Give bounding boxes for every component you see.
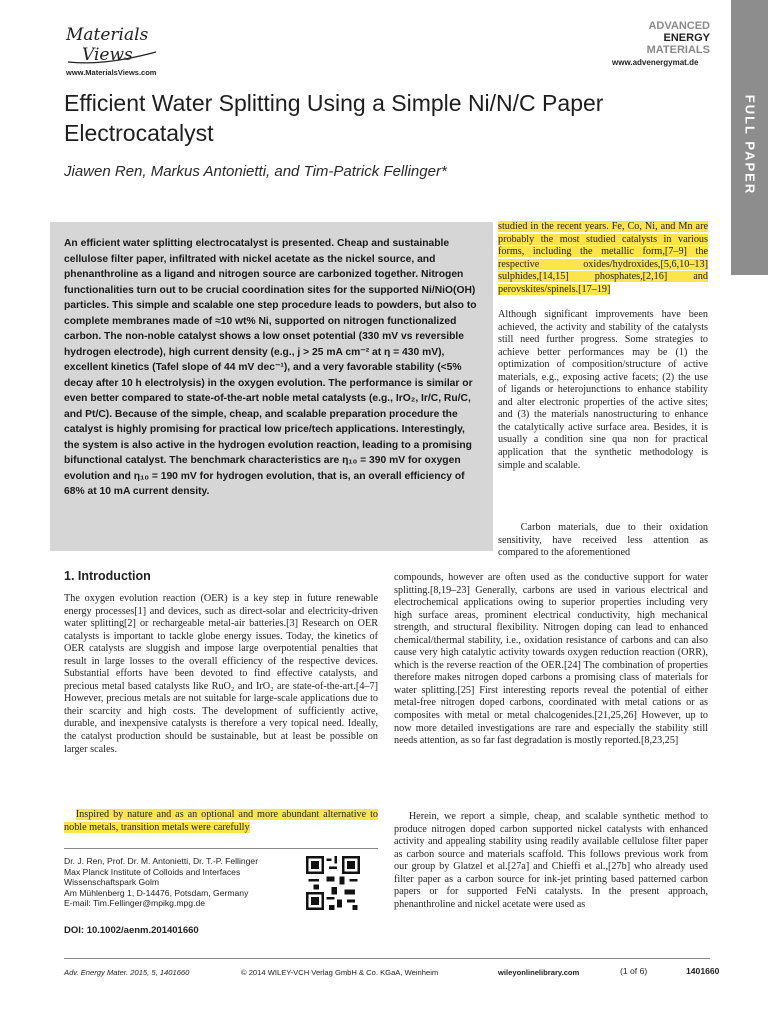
affiliation-divider xyxy=(64,848,378,849)
side-tab-label: FULL PAPER xyxy=(742,94,757,196)
affiliation-line: Max Planck Institute of Colloids and Interfaces xyxy=(64,866,241,877)
herein-paragraph xyxy=(394,811,708,911)
footer-site-link[interactable]: wileyonlinelibrary.com xyxy=(498,968,580,977)
carbon-paragraph-start xyxy=(498,522,708,560)
carbon-paragraph-continued: compounds, however are often used as the conductive support for water splitting.[8,19–23] Generally, carbons are used in various electrical and electrochemical applications owing to superior properties including very high surface areas, prominent electrical conductivity, high mechanical strength, and structural flexibility. Nitrogen doping can lead to enhanced chemical/thermal stability, i.e., oxidation resistance of carbons and can also cause very high catalytic activity towards oxygen reduction reaction (ORR), which is the reverse reaction of the OER.[24] The combination of properties therefore makes nitrogen doped carbons a promising class of materials for water splitting.[25] First interesting reports reveal the potential of either metal-free nitrogen doped carbons, coordinated with metal cations or as composites with metal or metal chalcogenides.[21,25,26] However, up to now more detailed investigations are rare and especially the stability still needs attention, as so far fast degradation is mostly reported.[8,23,25] xyxy=(394,572,708,747)
logo-text-energy: ENERGY xyxy=(663,32,710,44)
footer-article-number: 1401660 xyxy=(686,966,720,976)
affiliation-email[interactable]: E-mail: Tim.Fellinger@mpikg.mpg.de xyxy=(64,898,206,908)
logo-text-materials: MATERIALS xyxy=(646,44,710,56)
logo-text-advanced: ADVANCED xyxy=(648,20,710,32)
herein-paragraph-text: Herein, we report a simple, cheap, and scalable synthetic method to produce nitrogen doped carbon supported nickel catalysts with enhanced activity and appealing stability using readily available cellulose filter paper as carbon source and materials scaffold. This follows previous work from our group by Glatzel et al.[27a] and Chieffi et al.,[27b] who already used filter paper as a carbon source for ink-jet printing based patterned carbon papers or for supported FeNi catalysts. In the present approach, phenanthroline and nickel acetate were used as xyxy=(394,811,709,910)
carbon-paragraph-start-text: Carbon materials, due to their oxidation sensitivity, have received less attention as compared to the aforementioned xyxy=(498,522,708,559)
doi-link[interactable]: DOI: 10.1002/aenm.201401660 xyxy=(64,925,199,936)
materials-views-url[interactable]: www.MaterialsViews.com xyxy=(66,68,157,77)
advenergymat-url[interactable]: www.advenergymat.de xyxy=(612,58,699,67)
right-column-paragraph: Although significant improvements have been achieved, the activity and stability of the catalysts still need further progress. Some strategies to achieve better performances may be (1) the optimization of composition/structure of active materials, e.g., exposing active facets; (2) the use of ligands or heterojunctions to enhance stability and alter electronic properties of the active sites; and (3) the materials nanostructuring to enhance the catalytically active surface area. Besides, it is usually a condition sine qua non for practical application that the synthetic methodology is simple and scalable. xyxy=(498,309,708,471)
footer-journal: Adv. Energy Mater. 2015, 5, 1401660 xyxy=(64,968,190,977)
affiliation-line: Wissenschaftspark Golm xyxy=(64,877,160,887)
advanced-energy-materials-logo xyxy=(606,18,712,58)
footer-copyright: © 2014 WILEY-VCH Verlag GmbH & Co. KGaA, Weinheim xyxy=(241,968,439,977)
section-heading-introduction: 1. Introduction xyxy=(64,569,151,583)
abstract-text: An efficient water splitting electrocatalyst is presented. Cheap and sustainable cellulose filter paper, infiltrated with nickel acetate as the nickel source, and phenanthroline as a ligand and nitrogen source are carbonized together. Nitrogen functionalities turn out to be crucial coordination sites for the supported Ni/NiO(OH) particles. This simple and scalable one step procedure leads to powders, but also to complete membranes made of ≈10 wt% Ni, supported on nitrogen functionalized carbon. The non-noble catalyst shows a low onset potential (330 mV vs reversible hydrogen electrode), high current density (e.g., j > 25 mA cm⁻² at η = 430 mV), excellent kinetics (Tafel slope of 44 mV dec⁻¹), and a very favorable stability (<5% decay after 10 h electrolysis) in the oxygen evolution. The performance is similar or even better compared to state-of-the-art noble metal catalysts (e.g., IrO₂, Ir/C, Ru/C, and Pt/C). Because of the simple, cheap, and scalable preparation procedure the catalyst is highly promising for practical low price/tech applications. Interestingly, the system is also active in the hydrogen evolution reaction, leading to a promising bifunctional catalyst. The benchmark characteristics are η₁₀ = 390 mV for oxygen evolution and η₁₀ = 190 mV for hydrogen evolution, that is, an overall efficiency of 68% at 10 mA current density. xyxy=(64,238,477,497)
footer-page-number: (1 of 6) xyxy=(620,966,648,976)
intro-paragraph-1: The oxygen evolution reaction (OER) is a key step in future renewable energy processes[1] and devices, such as direct-solar and electricity-driven water splitting[2] or rechargeable metal-air batteries.[3] Research on OER catalysts is important to tackle globe energy issues. Today, the kinetics of OER catalysts are sluggish and impose large overpotential penalties that result in large losses to the overall efficiency of the respective devices. Substantial efforts have been devoted to find effective catalysts, and precious metal based catalysts like RuO₂ and IrO₂ are state-of-the-art.[4–7] However, precious metals are not suitable for large-scale applications due to their scarcity and high costs. The development of sufficiently active, durable, and inexpensive catalysts is therefore a very topical need. Ideally, the catalyst production should be sustainable, but at least be possible on larger scales. xyxy=(64,593,378,755)
qr-code[interactable] xyxy=(306,856,360,910)
highlighted-text: studied in the recent years. Fe, Co, Ni, and Mn are probably the most studied catalysts in various forms, including the metallic form,[7–9] the respective oxides/hydroxides,[5,6,10–13] sulphides,[14,15] phosphates,[2,16] and perovskites/spinels.[17–19] xyxy=(498,221,708,295)
article-title: Efficient Water Splitting Using a Simple Ni/N/C Paper Electrocatalyst xyxy=(64,90,604,146)
article-authors: Jiawen Ren, Markus Antonietti, and Tim-Patrick Fellinger* xyxy=(64,163,447,180)
materials-views-logo xyxy=(64,22,160,66)
affiliation-line: Dr. J. Ren, Prof. Dr. M. Antonietti, Dr. T.-P. Fellinger xyxy=(64,856,259,866)
right-column-highlight xyxy=(498,221,708,296)
highlighted-text: Inspired by nature and as an optional and more abundant alternative to noble metals, transition metals were carefully xyxy=(64,809,379,833)
logo-text-materials: Materials xyxy=(66,25,149,45)
side-tab-label-wrap xyxy=(731,90,768,200)
affiliation-block xyxy=(64,856,304,909)
footer-divider xyxy=(64,958,710,959)
affiliation-line: Am Mühlenberg 1, D-14476, Potsdam, Germany xyxy=(64,887,249,898)
intro-paragraph-2 xyxy=(64,809,378,834)
logo-text-views: Views xyxy=(82,45,133,65)
